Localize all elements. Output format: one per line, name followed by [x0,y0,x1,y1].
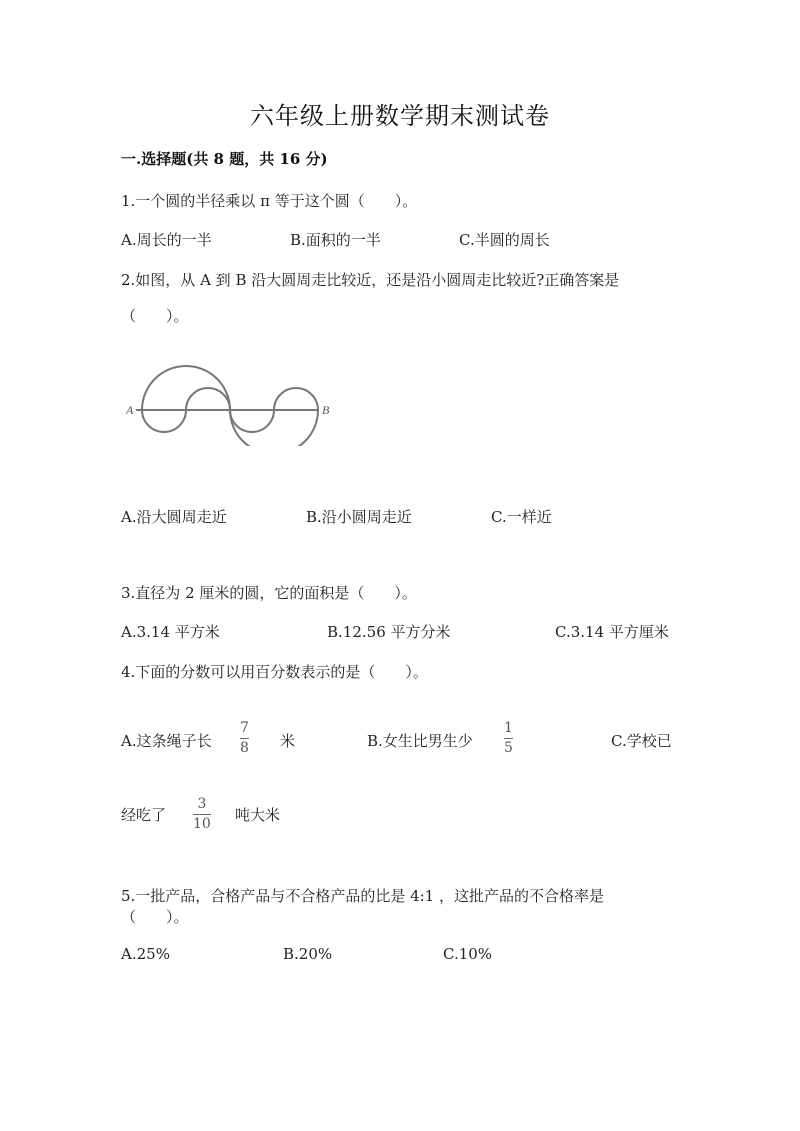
question-2-stem-continued: （ ）。 [121,307,189,325]
question-1-option-b[interactable]: B.面积的一半 [290,231,381,249]
fraction-seven-eighths [240,721,249,755]
question-4-stem: 4.下面的分数可以用百分数表示的是（ ）。 [121,663,428,681]
question-4-option-b-text[interactable]: B.女生比男生少 [367,732,473,750]
question-1-option-c[interactable]: C.半圆的周长 [459,231,550,249]
question-2-option-b[interactable]: B.沿小圆周走近 [306,508,412,526]
fraction-denominator: 8 [240,739,249,756]
fraction-numerator: 1 [504,720,513,736]
fraction-numerator: 7 [240,720,249,736]
fraction-bar [504,738,513,739]
small-arc-1 [142,410,186,432]
fraction-three-tenths [193,797,211,831]
fraction-bar [193,814,211,815]
question-1-option-a[interactable]: A.周长的一半 [121,231,212,249]
question-4-option-c-continued: 经吃了 [121,806,167,824]
point-b-label: B [322,403,330,417]
question-3-option-b[interactable]: B.12.56 平方分米 [327,623,451,641]
fraction-one-fifth [504,721,513,755]
question-5-stem: 5.一批产品，合格产品与不合格产品的比是 4:1 ，这批产品的不合格率是 [121,887,604,905]
question-3-option-c[interactable]: C.3.14 平方厘米 [555,623,669,641]
page-title: 六年级上册数学期末测试卷 [250,102,550,130]
question-3-option-a[interactable]: A.3.14 平方米 [121,623,220,641]
question-3-stem: 3.直径为 2 厘米的圆，它的面积是（ ）。 [121,584,417,602]
small-arc-4 [274,388,318,410]
point-a-label: A [126,403,134,417]
question-2-option-a[interactable]: A.沿大圆周走近 [121,508,227,526]
section-heading: 一.选择题(共 8 题，共 16 分) [121,150,328,168]
question-4-option-c-unit: 吨大米 [235,806,281,824]
question-5-option-b[interactable]: B.20% [283,945,333,963]
fraction-numerator: 3 [197,796,207,812]
question-2-option-c[interactable]: C.一样近 [491,508,552,526]
small-arc-2 [186,388,230,410]
question-5-stem-continued: （ ）。 [121,908,189,926]
question-4-option-a-text[interactable]: A.这条绳子长 [121,732,212,750]
question-5-option-c[interactable]: C.10% [443,945,493,963]
fraction-bar [240,738,249,739]
question-4-option-c-text[interactable]: C.学校已 [611,732,672,750]
question-1-stem: 1.一个圆的半径乘以 π 等于这个圆（ ）。 [121,192,418,210]
fraction-denominator: 10 [193,815,211,832]
question-4-option-a-unit: 米 [280,732,296,750]
fraction-denominator: 5 [504,739,513,756]
small-arc-3 [230,410,274,432]
question-5-option-a[interactable]: A.25% [121,945,170,963]
circles-path-figure [126,356,336,446]
question-2-stem: 2.如图，从 A 到 B 沿大圆周走比较近，还是沿小圆周走比较近?正确答案是 [121,271,620,289]
